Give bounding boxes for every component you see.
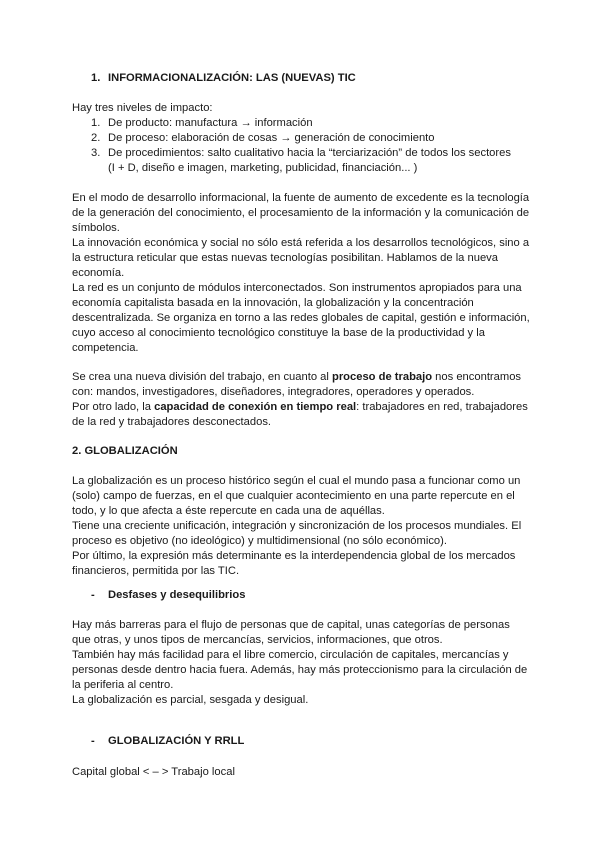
paragraph-line: La globalización es parcial, sesgada y desigual.: [72, 694, 309, 706]
paragraph-line: que otras, y unos tipos de mercancías, servicios, informaciones, que otros.: [72, 634, 443, 646]
bullet-dash: -: [91, 735, 95, 747]
list-number: 3.: [91, 147, 101, 159]
paragraph-line: con: mandos, investigadores, diseñadores, integradores, operadores y operados.: [72, 386, 475, 398]
paragraph-line: La innovación económica y social no sólo está referida a los desarrollos tecnológicos, sino a: [72, 237, 530, 249]
paragraph-line: todo, y lo que afecta a éste repercute en cada una de aquéllas.: [72, 505, 385, 517]
section-1-number: 1.: [91, 72, 101, 84]
paragraph-line: competencia.: [72, 342, 139, 354]
paragraph-line: La globalización es un proceso histórico según el cual el mundo pasa a funcionar como un: [72, 475, 521, 487]
list-item: De procedimientos: salto cualitativo hacia la “terciarización” de todos los sectores: [108, 147, 511, 159]
paragraph-line: (solo) campo de fuerzas, en el que cualquier acontecimiento en una parte repercute en el: [72, 490, 515, 502]
paragraph-line: [72, 370, 521, 385]
paragraph-line: Tiene una creciente unificación, integración y sincronización de los procesos mundiales. El: [72, 520, 522, 532]
paragraph-line: de la red y trabajadores desconectados.: [72, 416, 272, 428]
bold-term: proceso de trabajo: [331, 371, 433, 383]
paragraph-line: financieros, permitida por las TIC.: [72, 565, 240, 577]
subheading-desfases: Desfases y desequilibrios: [108, 589, 246, 601]
paragraph-line: economía capitalista basada en la innovación, la globalización y la concentración: [72, 297, 474, 309]
paragraph-line: descentralizada. Se organiza en torno a las redes globales de capital, gestión e información,: [72, 312, 530, 324]
section-1-intro: Hay tres niveles de impacto:: [72, 102, 213, 114]
paragraph-line: cuyo acceso al conocimiento tecnológico constituye la base de la productividad y la: [72, 327, 485, 339]
bullet-dash: -: [91, 589, 95, 601]
text-run: Se crea una nueva división del trabajo, en cuanto al: [72, 371, 332, 383]
paragraph-line: economía.: [72, 267, 125, 279]
list-item-continuation: (I + D, diseño e imagen, marketing, publicidad, financiación... ): [108, 162, 418, 174]
paragraph-line: la estructura reticular que estas nuevas tecnologías posibilitan. Hablamos de la nueva: [72, 252, 498, 264]
text-run: : trabajadores en red, trabajadores: [356, 401, 528, 413]
list-item: De proceso: elaboración de cosas → generación de conocimiento: [108, 132, 435, 144]
paragraph-line: La red es un conjunto de módulos interconectados. Son instrumentos apropiados para una: [72, 282, 522, 294]
paragraph-line: En el modo de desarrollo informacional, la fuente de aumento de excedente es la tecnología: [72, 192, 530, 204]
paragraph-line: de la generación del conocimiento, el procesamiento de la información y la comunicación de: [72, 207, 530, 219]
paragraph-line: [72, 400, 528, 415]
paragraph-line: También hay más facilidad para el libre comercio, circulación de capitales, mercancías y: [72, 649, 509, 661]
paragraph-line: proceso es objetivo (no ideológico) y multidimensional (no sólo económico).: [72, 535, 447, 547]
text-run: nos encontramos: [432, 371, 522, 383]
final-line: Capital global < – > Trabajo local: [72, 766, 235, 778]
paragraph-line: la periferia al centro.: [72, 679, 174, 691]
list-item: De producto: manufactura → información: [108, 117, 313, 129]
section-1-title: INFORMACIONALIZACIÓN: LAS (NUEVAS) TIC: [108, 72, 356, 84]
list-number: 1.: [91, 117, 101, 129]
section-2-title: 2. GLOBALIZACIÓN: [72, 445, 178, 457]
subheading-globalizacion-rrll: GLOBALIZACIÓN Y RRLL: [108, 735, 245, 747]
text-run: Por otro lado, la: [72, 401, 155, 413]
paragraph-line: Hay más barreras para el flujo de personas que de capital, unas categorías de personas: [72, 619, 510, 631]
paragraph-line: personas desde dentro hacia fuera. Además, hay más proteccionismo para la circulación de: [72, 664, 528, 676]
paragraph-line: símbolos.: [72, 222, 120, 234]
list-number: 2.: [91, 132, 101, 144]
paragraph-line: Por último, la expresión más determinante es la interdependencia global de los mercados: [72, 550, 516, 562]
bold-term: capacidad de conexión en tiempo real: [154, 401, 357, 413]
